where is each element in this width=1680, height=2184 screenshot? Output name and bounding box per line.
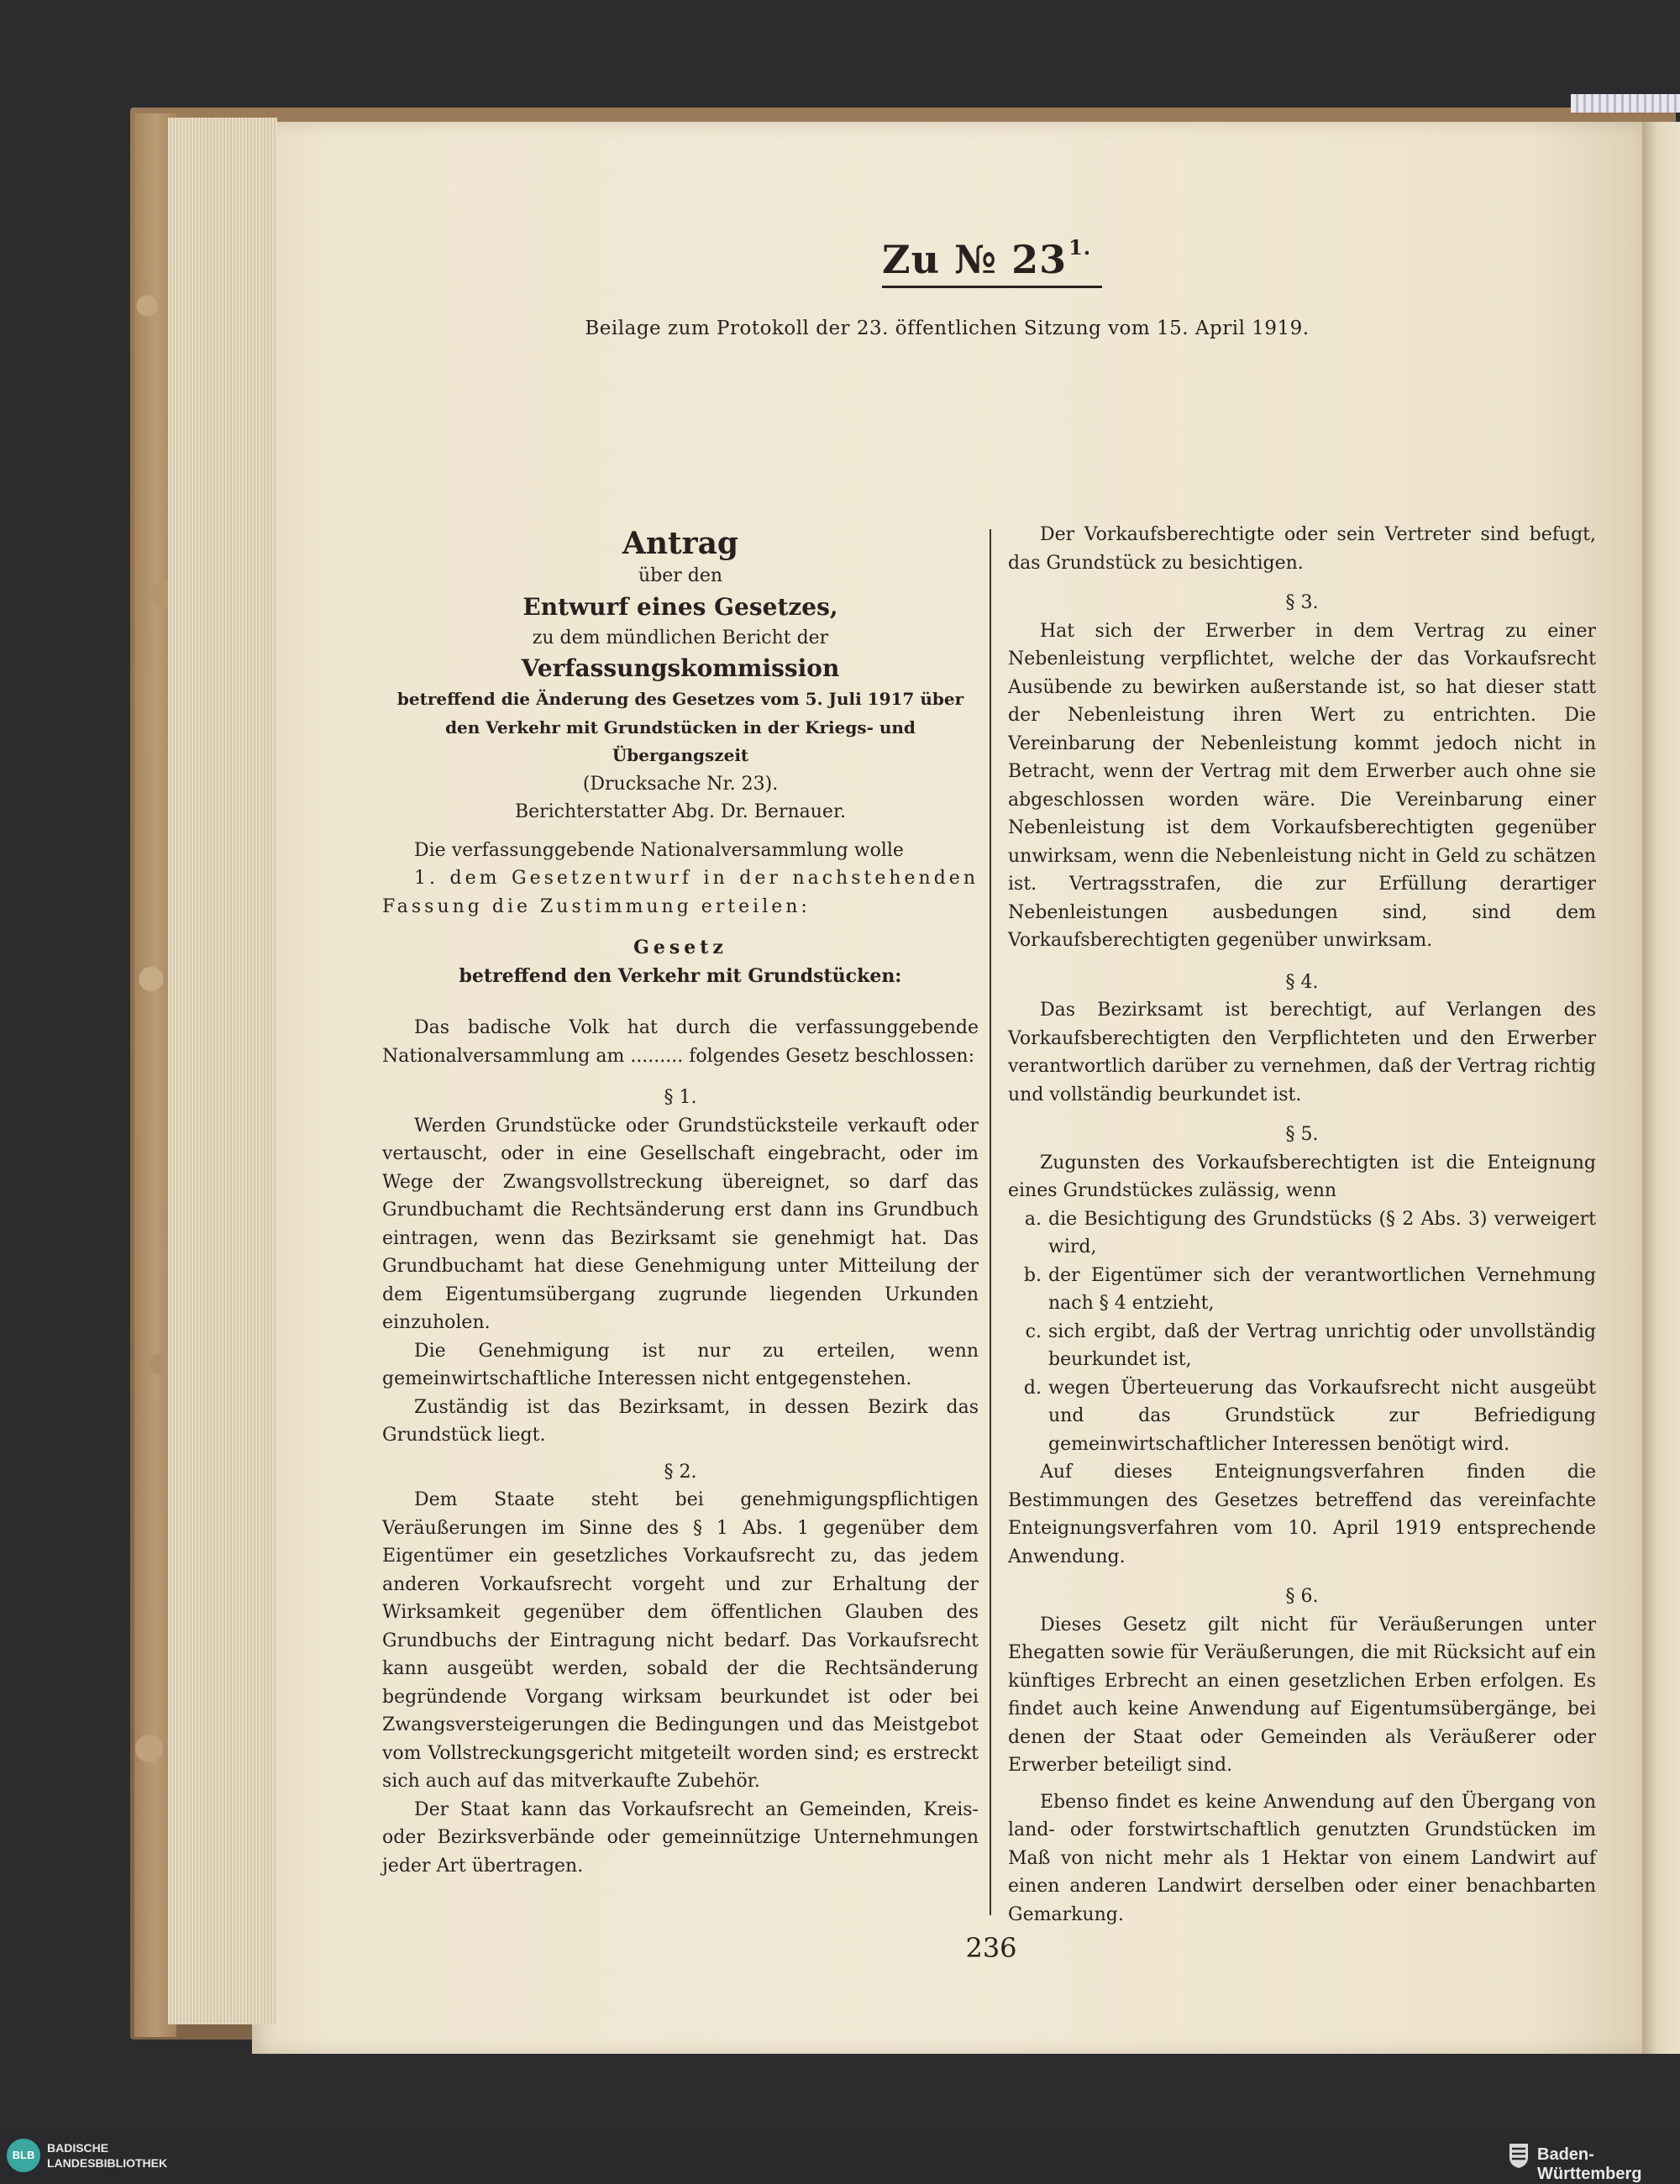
baden-wuerttemberg-name[interactable]: Baden-Württemberg	[1537, 2145, 1642, 2183]
section-6-paragraph-1: Dieses Gesetz gilt nicht für Veräußerungen unter Ehegatten sowie für Veräußerungen, die mit Rücksicht auf ein künftiges Erbrecht an einen gesetzlichen Erben erfolgen. Es findet auch keine Anwendung auf Eigentumsübergänge, bei denen der Staat oder Gemeinden als Veräußerer oder Erwerber beteiligt sind.	[1008, 1614, 1596, 1776]
section-6-paragraph-2: Ebenso findet es keine Anwendung auf den Übergang von land- oder forstwirtschaftlich genutzten Grundstücken im Maß von nicht mehr als 1 Hektar von einem Landwirt auf einen anderen Landwirt derselben oder einer benachbarten Gemarkung.	[1008, 1791, 1596, 1925]
section-4-heading: § 4.	[1285, 971, 1319, 993]
document-number-prefix: Zu №	[882, 237, 998, 282]
document-number	[882, 235, 1100, 282]
section-4-paragraph-1: Das Bezirksamt ist berechtigt, auf Verlangen des Vorkaufsberechtigten den Verpflichteten und den Erwerber verantwortlich darüber zu vernehmen, daß der Vertrag richtig und vollständig beurkundet ist.	[1008, 1000, 1596, 1105]
list-item	[1008, 1262, 1596, 1318]
section-5-paragraph-2: Auf dieses Enteignungsverfahren finden die Bestimmungen des Gesetzes betreffend das vereinfachte Enteignungsverfahren vom 10. April 1919 entsprechende Anwendung.	[1008, 1462, 1596, 1567]
baden-wuerttemberg-crest-icon[interactable]	[1508, 2142, 1530, 2169]
list-item-text: wegen Überteuerung das Vorkaufsrecht nicht ausgeübt und das Grundstück zur Befriedigung gemeinwirtschaftlicher Interessen benötigt wird.	[1048, 1377, 1596, 1455]
list-item	[1008, 1374, 1596, 1459]
bookmark-ribbon	[1571, 94, 1680, 113]
antrag-heading: Antrag	[622, 526, 739, 561]
page-number: 236	[965, 1932, 1017, 1964]
ueber-den-line: über den	[638, 565, 723, 586]
section-5-heading: § 5.	[1285, 1124, 1319, 1145]
section-2-paragraph-1: Dem Staate steht bei genehmigungspflichtigen Veräußerungen im Sinne des § 1 Abs. 1 gegenüber dem Eigentümer ein gesetzliches Vorkaufsrecht zu, das jedem anderen Vorkaufsrecht vorgeht und zur Erhaltung der Wirksamkeit gegenüber dem öffentlichen Glauben des Grundbuchs der Eintragung nicht bedarf. Das Vorkaufsrecht kann ausgeübt werden, sobald der die Rechtsänderung begründende Vorgang wirksam beurkundet ist oder bei Zwangsversteigerungen die Bedingungen und das Meistgebot vom Vollstreckungsgericht mitgeteilt worden sind; es erstreckt sich auch auf das mitverkaufte Zubehör.	[382, 1489, 979, 1792]
page-stack-edge	[168, 118, 277, 2024]
document-number-value: 23	[1011, 237, 1068, 282]
betreffend-line-1: betreffend die Änderung des Gesetzes vom 5. Juli 1917 über	[396, 689, 964, 709]
list-item	[1008, 1205, 1596, 1262]
adjacent-page	[1642, 122, 1680, 2054]
document-number-suffix: 1.	[1068, 235, 1092, 260]
list-item-text: sich ergibt, daß der Vertrag unrichtig oder unvollständig beurkundet ist,	[1048, 1320, 1596, 1370]
section-5-paragraph-1: Zugunsten des Vorkaufsberechtigten ist die Enteignung eines Grundstückes zulässig, wenn	[1008, 1152, 1596, 1201]
section-1-paragraph-1: Werden Grundstücke oder Grundstücksteile verkauft oder vertauscht, oder in eine Gesellschaft eingebracht, oder im Wege der Zwangsvollstreckung übereignet, so darf das Grundbuchamt die Rechtsänderung erst dann ins Grundbuch eintragen, wenn das Bezirksamt sie genehmigt hat. Das Grundbuchamt hat diese Genehmigung unter Mitteilung der dem Eigentumsübergang zugrunde liegenden Urkunden einzuholen.	[382, 1115, 979, 1333]
intro-paragraph: Die verfassunggebende Nationalversammlung wolle	[414, 839, 904, 861]
section-2-heading: § 2.	[664, 1461, 697, 1483]
viewer-footer	[0, 2134, 1680, 2183]
section-1-heading: § 1.	[664, 1087, 697, 1108]
section-5-list	[1008, 1205, 1596, 1459]
section-2-paragraph-2: Der Staat kann das Vorkaufsrecht an Gemeinden, Kreis- oder Bezirksverbände oder gemeinnützige Unternehmungen jeder Art übertragen.	[382, 1798, 979, 1877]
supplement-line: Beilage zum Protokoll der 23. öffentlichen Sitzung vom 15. April 1919.	[585, 318, 1310, 339]
column-divider	[990, 529, 991, 1915]
drucksache-line: (Drucksache Nr. 23).	[582, 773, 779, 795]
section-6-heading: § 6.	[1285, 1586, 1319, 1607]
list-item-text: die Besichtigung des Grundstücks (§ 2 Abs. 3) verweigert wird,	[1048, 1208, 1596, 1257]
list-item-mark: d.	[1023, 1377, 1042, 1399]
section-3-paragraph-1: Hat sich der Erwerber in dem Vertrag zu einer Nebenleistung verpflichtet, welche der das Vorkaufsrecht Ausübende zu bewirken außerstande ist, so hat dieser statt der Nebenleistung ihren Wert zu entrichten. Die Vereinbarung der Nebenleistung kommt jedoch nicht in Betracht, wenn der Vertrag mit dem Erwerber auch ohne sie abgeschlossen worden wäre. Die Vereinbarung einer Nebenleistung ist dem Vorkaufsberechtigten gegenüber unwirksam, wenn die Nebenleistung nicht in Geld zu schätzen ist. Vertragsstrafen, die zur Erfüllung derartiger Nebenleistungen ausbedungen sind, sind dem Vorkaufsberechtigten gegenüber unwirksam.	[1008, 620, 1596, 951]
list-item	[1008, 1318, 1596, 1374]
gesetz-subheading: betreffend den Verkehr mit Grundstücken:	[459, 964, 902, 987]
document-number-underline	[882, 286, 1102, 288]
berichterstatter-line: Berichterstatter Abg. Dr. Bernauer.	[514, 801, 847, 822]
list-item-mark: c.	[1025, 1320, 1042, 1342]
section-3-heading: § 3.	[1285, 592, 1319, 613]
left-column	[382, 525, 979, 1880]
intro-resolution: 1. dem Gesetzentwurf in der nachstehenden Fassung die Zustimmung erteilen:	[382, 868, 979, 917]
blb-name[interactable]	[47, 2140, 167, 2171]
section-2-paragraph-3: Der Vorkaufsberechtigte oder sein Vertreter sind befugt, das Grundstück zu besichtigen.	[1008, 524, 1596, 574]
kommission-heading: Verfassungskommission	[521, 654, 840, 682]
list-item-mark: a.	[1024, 1208, 1042, 1230]
blb-name-line-2: LANDESBIBLIOTHEK	[47, 2156, 168, 2170]
blb-name-line-1: BADISCHE	[47, 2141, 109, 2155]
entwurf-heading: Entwurf eines Gesetzes,	[522, 592, 838, 621]
list-item-text: der Eigentümer sich der verantwortlichen Vernehmung nach § 4 entzieht,	[1048, 1264, 1596, 1314]
blb-logo-icon[interactable]: BLB	[7, 2139, 40, 2172]
zu-dem-line: zu dem mündlichen Bericht der	[532, 627, 829, 648]
preamble-paragraph: Das badische Volk hat durch die verfassunggebende Nationalversammlung am ......... folgendes Gesetz beschlossen:	[382, 1017, 979, 1067]
list-item-mark: b.	[1023, 1264, 1042, 1286]
right-column	[1008, 521, 1596, 1929]
betreffend-line-2: den Verkehr mit Grundstücken in der Kriegs- und Übergangszeit	[445, 717, 916, 765]
section-1-paragraph-3: Zuständig ist das Bezirksamt, in dessen Bezirk das Grundstück liegt.	[382, 1396, 979, 1446]
gesetz-heading: Gesetz	[633, 937, 727, 958]
section-1-paragraph-2: Die Genehmigung ist nur zu erteilen, wenn gemeinwirtschaftliche Interessen nicht entgegenstehen.	[382, 1340, 979, 1389]
